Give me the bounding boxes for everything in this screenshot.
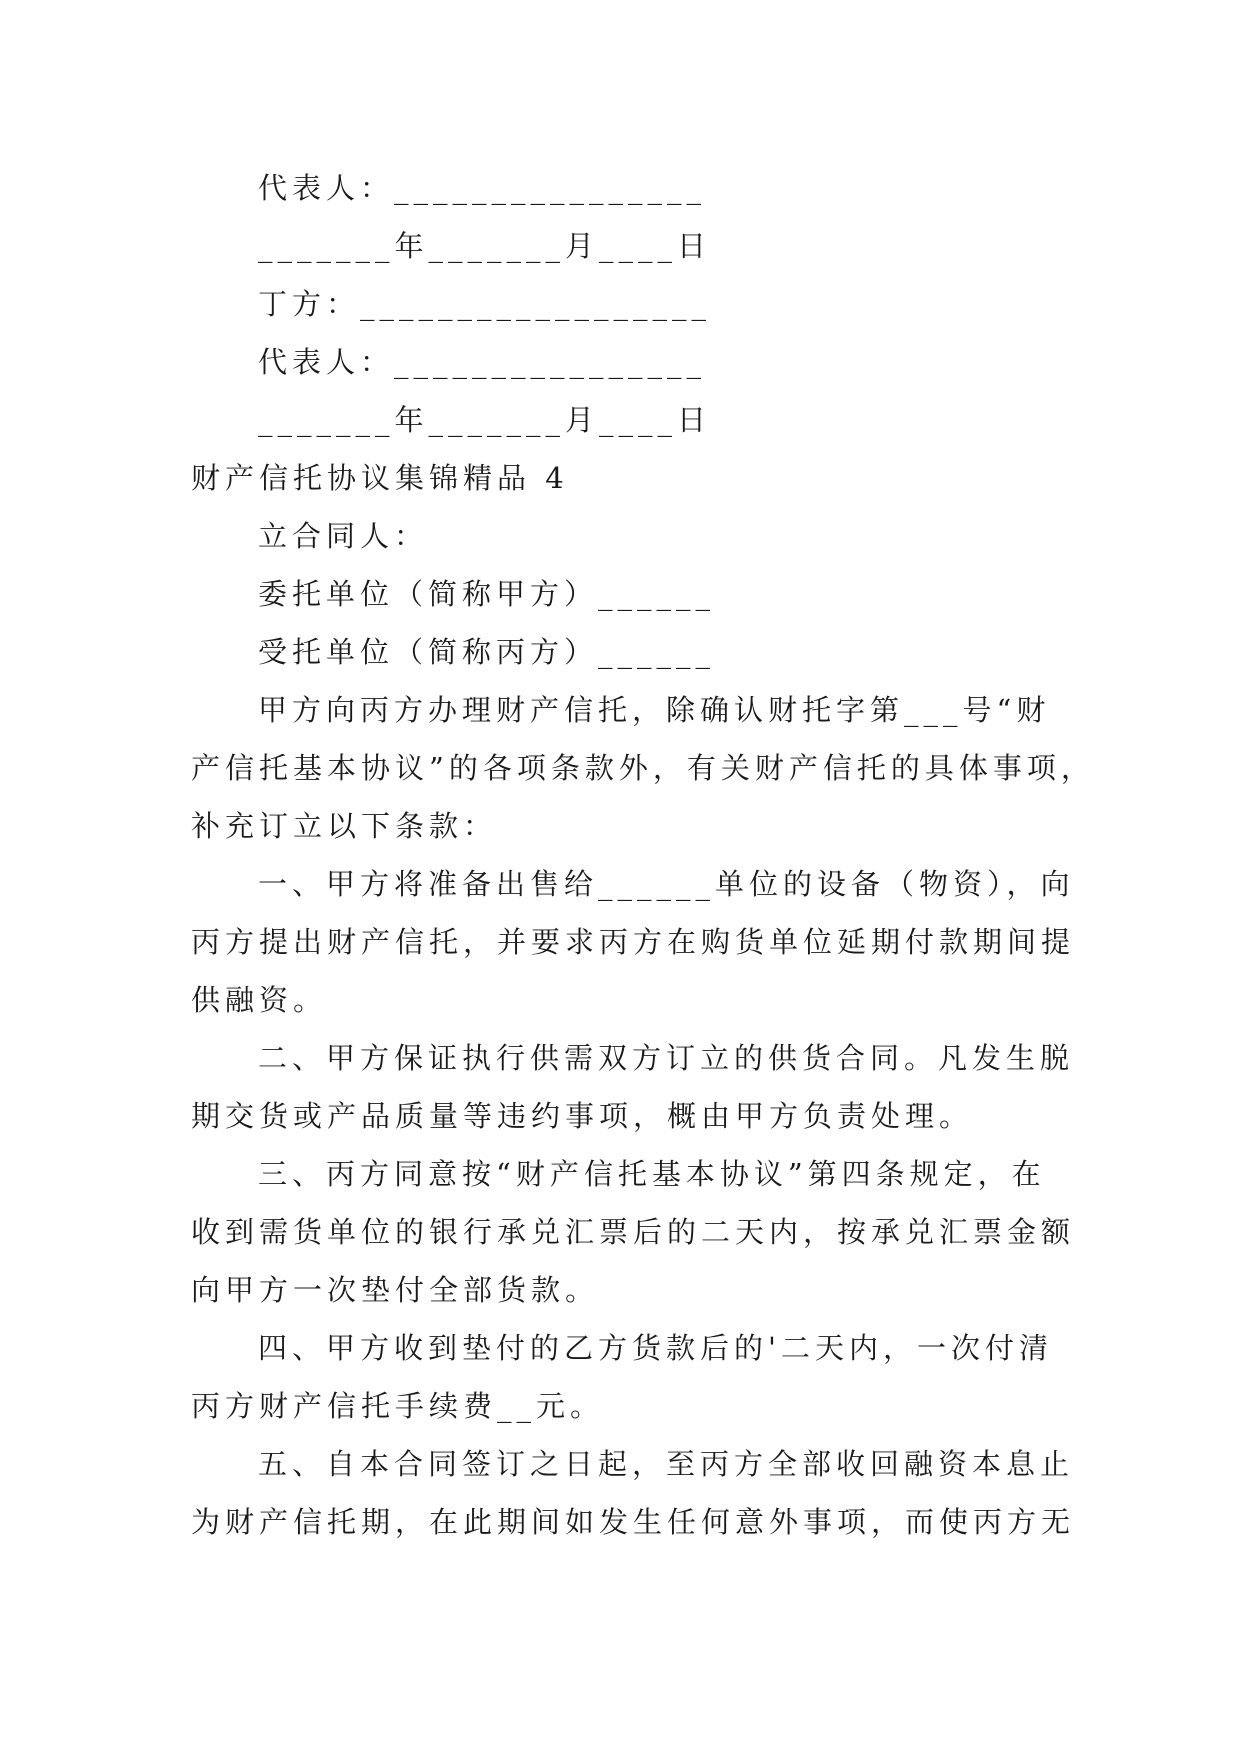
party-d-line: 丁方：__________________ xyxy=(258,287,712,321)
paragraph-line: 受托单位（简称丙方）______ xyxy=(258,635,716,669)
paragraph-line: 二、甲方保证执行供需双方订立的供货合同。凡发生脱 xyxy=(258,1041,1075,1075)
representative-line: 代表人：________________ xyxy=(258,345,707,379)
date-line: _______年_______月____日 xyxy=(258,229,712,263)
paragraph-line: 一、甲方将准备出售给______单位的设备（物资），向 xyxy=(258,867,1075,901)
paragraph-line: 收到需货单位的银行承兑汇票后的二天内，按承兑汇票金额 xyxy=(191,1215,1076,1249)
paragraph-line: 向甲方一次垫付全部货款。 xyxy=(191,1273,600,1307)
date-line: _______年_______月____日 xyxy=(258,403,712,437)
paragraph-line: 补充订立以下条款： xyxy=(191,809,498,843)
paragraph-line: 为财产信托期，在此期间如发生任何意外事项，而使丙方无 xyxy=(191,1505,1076,1539)
paragraph-line: 五、自本合同签订之日起，至丙方全部收回融资本息止 xyxy=(258,1447,1075,1481)
paragraph-line: 产信托基本协议”的各项条款外，有关财产信托的具体事项， xyxy=(191,751,1095,785)
section-title: 财产信托协议集锦精品 4 xyxy=(191,461,569,495)
paragraph-line: 供融资。 xyxy=(191,983,328,1017)
paragraph-line: 丙方财产信托手续费__元。 xyxy=(191,1389,605,1423)
paragraph-line: 三、丙方同意按“财产信托基本协议”第四条规定，在 xyxy=(258,1157,1046,1191)
paragraph-line: 期交货或产品质量等违约事项，概由甲方负责处理。 xyxy=(191,1099,974,1133)
paragraph-line: 立合同人： xyxy=(258,519,429,553)
paragraph-line: 委托单位（简称甲方）______ xyxy=(258,577,716,611)
representative-line: 代表人：________________ xyxy=(258,171,707,205)
paragraph-line: 四、甲方收到垫付的乙方货款后的'二天内，一次付清 xyxy=(258,1331,1053,1365)
paragraph-line: 甲方向丙方办理财产信托，除确认财托字第___号“财 xyxy=(258,693,1051,727)
paragraph-line: 丙方提出财产信托，并要求丙方在购货单位延期付款期间提 xyxy=(191,925,1076,959)
